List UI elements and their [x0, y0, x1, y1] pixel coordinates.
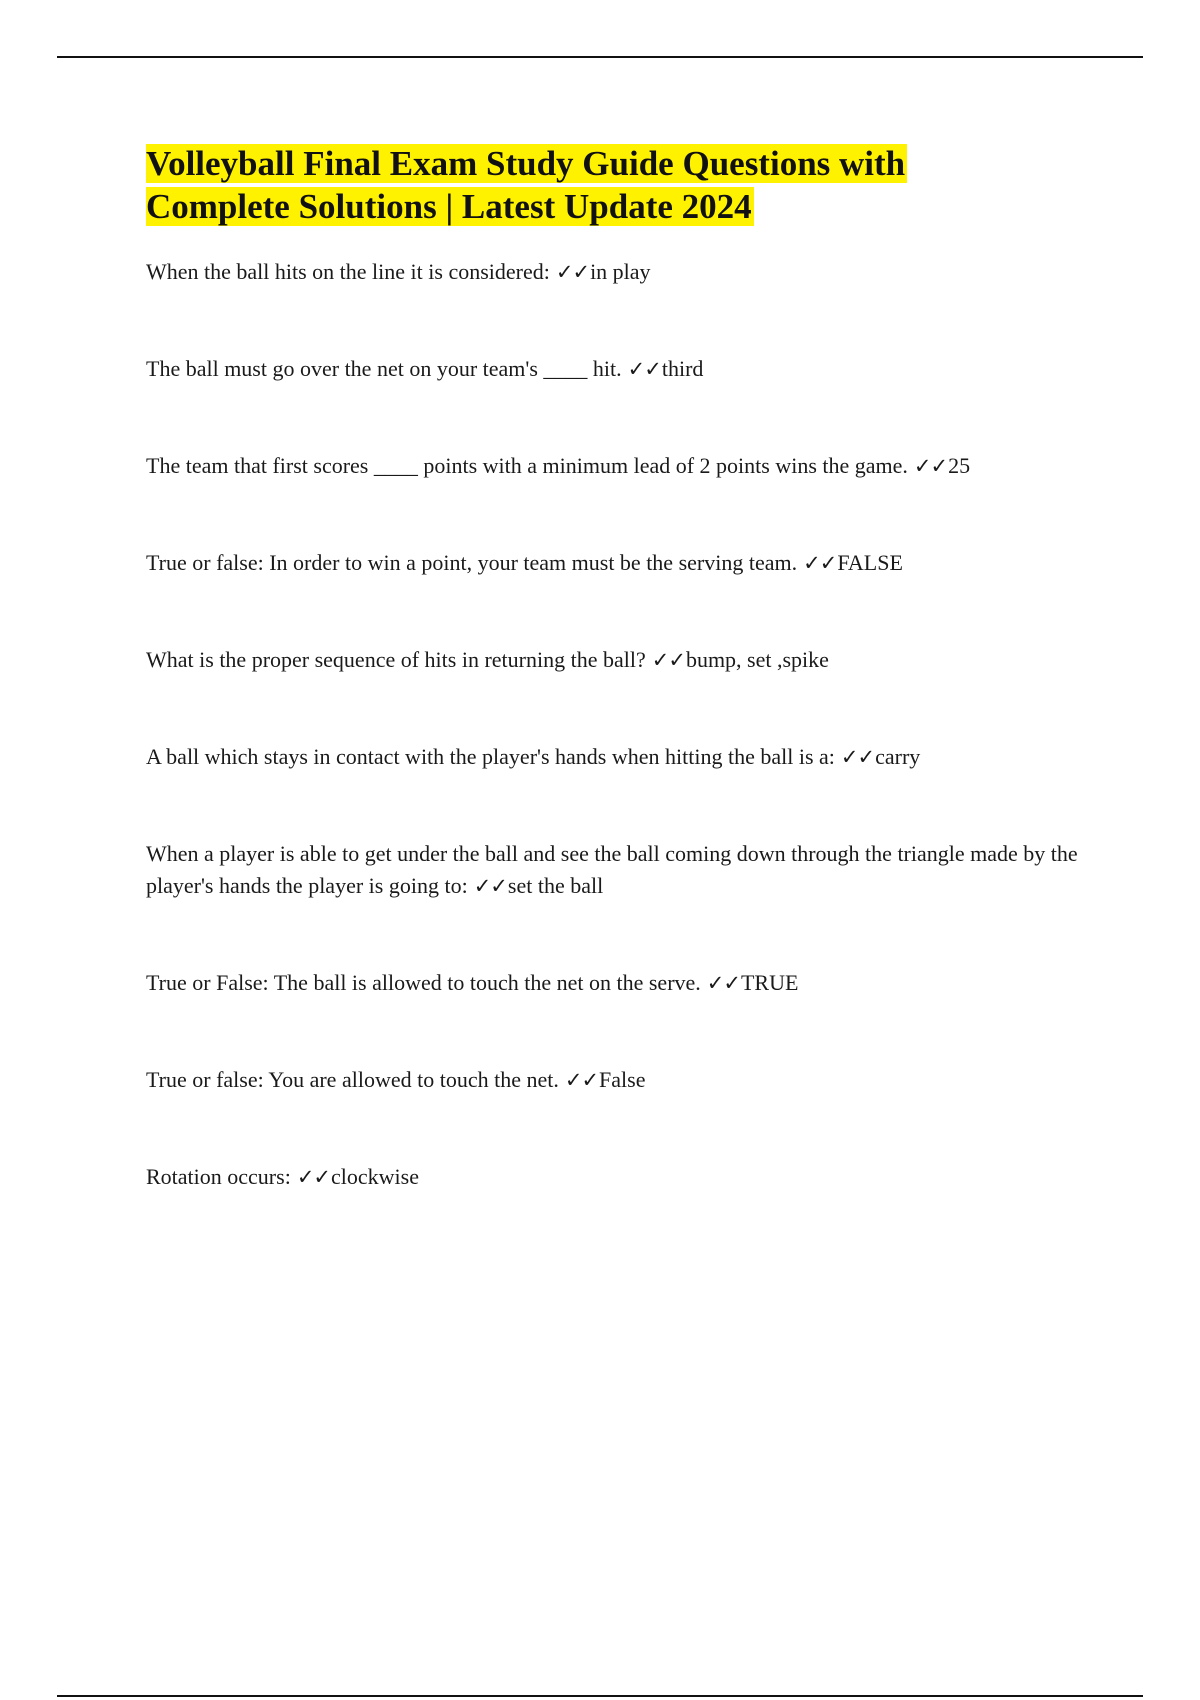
double-check-icon: ✓✓ — [296, 1165, 331, 1189]
answer-text: clockwise — [331, 1164, 419, 1189]
qa-item — [146, 450, 1096, 482]
double-check-icon: ✓✓ — [840, 745, 875, 769]
double-check-icon: ✓✓ — [564, 1068, 599, 1092]
qa-item — [146, 838, 1096, 902]
answer-text: 25 — [948, 453, 971, 478]
double-check-icon: ✓✓ — [651, 648, 685, 672]
question-text: A ball which stays in contact with the player's hands when hitting the ball is a: — [146, 744, 835, 769]
answer-text: carry — [875, 744, 921, 769]
question-text: When a player is able to get under the ball and see the ball coming down through the triangle made by the player's hands the player is going to: — [146, 841, 1078, 898]
document-body — [146, 142, 1096, 1258]
double-check-icon: ✓✓ — [473, 874, 507, 898]
question-text: True or false: In order to win a point, your team must be the serving team. — [146, 550, 798, 575]
qa-item — [146, 1161, 1096, 1193]
question-text: True or false: You are allowed to touch the net. — [146, 1067, 559, 1092]
answer-text: FALSE — [837, 550, 903, 575]
double-check-icon: ✓✓ — [913, 454, 948, 478]
qa-item — [146, 741, 1096, 773]
qa-item — [146, 644, 1096, 676]
answer-text: third — [661, 356, 704, 381]
question-text: Rotation occurs: — [146, 1164, 291, 1189]
answer-text: False — [599, 1067, 646, 1092]
top-divider — [57, 56, 1143, 58]
qa-item — [146, 547, 1096, 579]
answer-text: set the ball — [507, 873, 604, 898]
question-text: True or False: The ball is allowed to touch the net on the serve. — [146, 970, 701, 995]
qa-list — [146, 256, 1096, 1193]
qa-item — [146, 1064, 1096, 1096]
double-check-icon: ✓✓ — [706, 971, 740, 995]
bottom-divider — [57, 1695, 1143, 1697]
double-check-icon: ✓✓ — [803, 551, 837, 575]
document-title — [146, 142, 1096, 228]
qa-item — [146, 353, 1096, 385]
answer-text: in play — [590, 259, 651, 284]
question-text: When the ball hits on the line it is considered: — [146, 259, 550, 284]
question-text: What is the proper sequence of hits in returning the ball? — [146, 647, 646, 672]
question-text: The ball must go over the net on your team's ____ hit. — [146, 356, 622, 381]
title-line-1: Volleyball Final Exam Study Guide Questions with — [146, 144, 906, 183]
double-check-icon: ✓✓ — [627, 357, 661, 381]
question-text: The team that first scores ____ points with a minimum lead of 2 points wins the game. — [146, 453, 908, 478]
answer-text: TRUE — [740, 970, 799, 995]
qa-item — [146, 256, 1096, 288]
answer-text: bump, set ,spike — [685, 647, 829, 672]
title-line-2: Complete Solutions | Latest Update 2024 — [146, 187, 752, 226]
qa-item — [146, 967, 1096, 999]
double-check-icon: ✓✓ — [555, 260, 590, 284]
